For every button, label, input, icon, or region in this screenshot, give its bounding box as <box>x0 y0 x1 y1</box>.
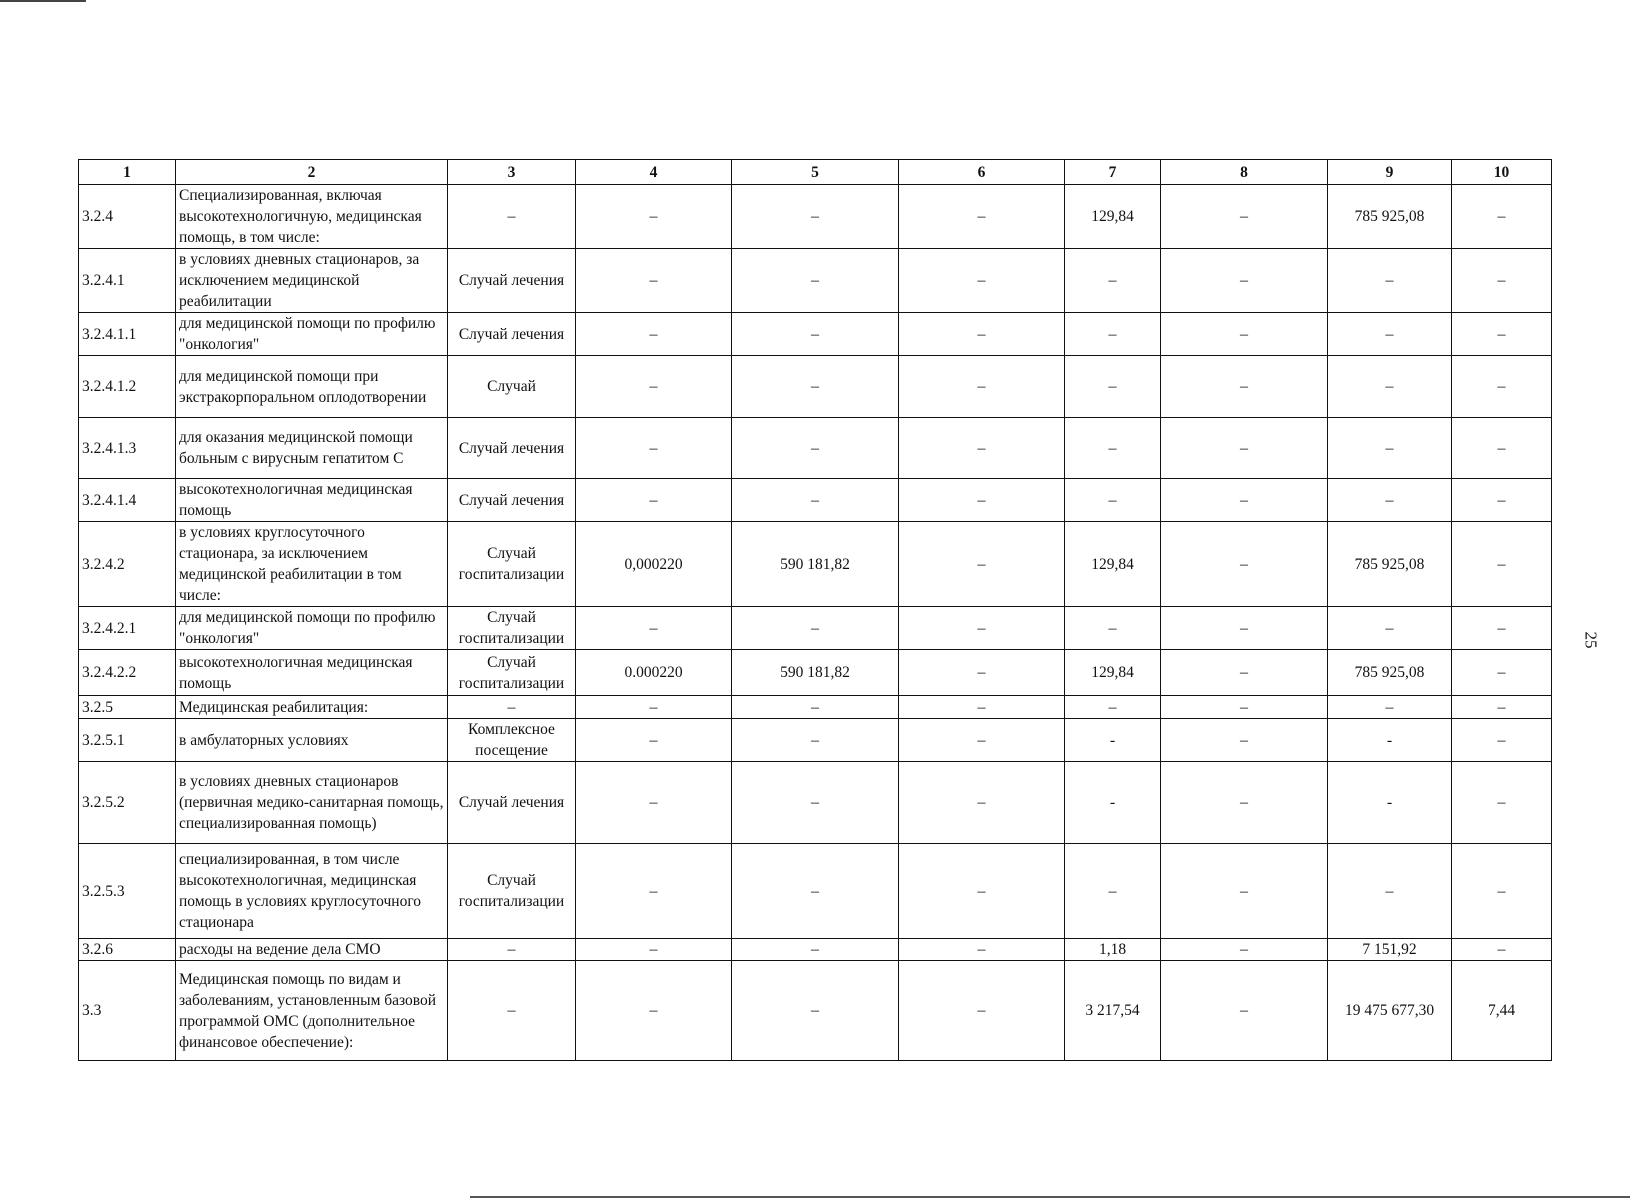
row-unit: Случай лечения <box>448 313 576 356</box>
row-name: для оказания медицинской помощи больным с вирусным гепатитом С <box>176 418 448 479</box>
cell-col8: – <box>1161 650 1328 696</box>
cell-col8: – <box>1161 356 1328 418</box>
cell-col4: – <box>576 961 732 1061</box>
cell-col10: – <box>1452 522 1552 607</box>
row-code: 3.2.4.1.2 <box>79 356 176 418</box>
scan-edge-mark <box>0 0 86 2</box>
cell-col6: – <box>899 844 1065 939</box>
cell-col6: – <box>899 249 1065 313</box>
cell-col4: – <box>576 939 732 961</box>
row-code: 3.2.5.2 <box>79 762 176 844</box>
table-row <box>79 185 1552 249</box>
row-code: 3.2.4.2.2 <box>79 650 176 696</box>
cell-col4: – <box>576 249 732 313</box>
row-name: в условиях дневных стационаров (первичная медико-санитарная помощь, специализированная помощь) <box>176 762 448 844</box>
cell-col6: – <box>899 961 1065 1061</box>
cell-col9: – <box>1328 607 1452 650</box>
cell-col9: – <box>1328 844 1452 939</box>
cell-col8: – <box>1161 418 1328 479</box>
row-unit: Случай госпитализации <box>448 650 576 696</box>
column-header: 5 <box>732 160 899 185</box>
cell-col10: – <box>1452 185 1552 249</box>
cell-col7: 129,84 <box>1065 650 1161 696</box>
cell-col9: 7 151,92 <box>1328 939 1452 961</box>
table-row <box>79 961 1552 1061</box>
cell-col5: – <box>732 961 899 1061</box>
row-unit: – <box>448 696 576 719</box>
cell-col7: – <box>1065 479 1161 522</box>
row-name: в условиях дневных стационаров, за исключением медицинской реабилитации <box>176 249 448 313</box>
cell-col9: 785 925,08 <box>1328 185 1452 249</box>
cell-col4: – <box>576 844 732 939</box>
cell-col6: – <box>899 479 1065 522</box>
cell-col6: – <box>899 185 1065 249</box>
cell-col10: – <box>1452 844 1552 939</box>
row-unit: Случай лечения <box>448 249 576 313</box>
column-header: 1 <box>79 160 176 185</box>
row-code: 3.2.4.1.1 <box>79 313 176 356</box>
table-row <box>79 650 1552 696</box>
cell-col10: – <box>1452 696 1552 719</box>
cell-col7: 129,84 <box>1065 522 1161 607</box>
table-row <box>79 762 1552 844</box>
cell-col6: – <box>899 607 1065 650</box>
cell-col8: – <box>1161 313 1328 356</box>
cell-col9: – <box>1328 479 1452 522</box>
cell-col6: – <box>899 522 1065 607</box>
cell-col4: – <box>576 479 732 522</box>
row-code: 3.2.5.1 <box>79 719 176 762</box>
row-code: 3.2.4.1.3 <box>79 418 176 479</box>
cell-col7: – <box>1065 249 1161 313</box>
cell-col10: – <box>1452 607 1552 650</box>
row-name: в амбулаторных условиях <box>176 719 448 762</box>
cell-col7: – <box>1065 356 1161 418</box>
cell-col8: – <box>1161 961 1328 1061</box>
cell-col8: – <box>1161 479 1328 522</box>
cell-col4: – <box>576 185 732 249</box>
row-unit: Случай лечения <box>448 418 576 479</box>
cell-col4: – <box>576 356 732 418</box>
cell-col10: – <box>1452 762 1552 844</box>
cell-col5: – <box>732 719 899 762</box>
cell-col8: – <box>1161 939 1328 961</box>
row-unit: Случай госпитализации <box>448 522 576 607</box>
row-code: 3.3 <box>79 961 176 1061</box>
row-unit: – <box>448 939 576 961</box>
column-header: 2 <box>176 160 448 185</box>
cell-col9: - <box>1328 762 1452 844</box>
cell-col7: – <box>1065 844 1161 939</box>
cell-col7: 1,18 <box>1065 939 1161 961</box>
column-header: 8 <box>1161 160 1328 185</box>
row-name: Медицинская помощь по видам и заболеваниям, установленным базовой программой ОМС (дополнительное финансовое обеспечение): <box>176 961 448 1061</box>
cell-col9: 785 925,08 <box>1328 522 1452 607</box>
table-row <box>79 522 1552 607</box>
cell-col4: – <box>576 607 732 650</box>
row-code: 3.2.6 <box>79 939 176 961</box>
cell-col5: – <box>732 418 899 479</box>
row-code: 3.2.5 <box>79 696 176 719</box>
cell-col7: - <box>1065 719 1161 762</box>
cell-col5: – <box>732 939 899 961</box>
table-row <box>79 939 1552 961</box>
cell-col8: – <box>1161 762 1328 844</box>
row-unit: Случай лечения <box>448 762 576 844</box>
cell-col9: – <box>1328 696 1452 719</box>
cell-col9: – <box>1328 313 1452 356</box>
cell-col8: – <box>1161 607 1328 650</box>
cell-col8: – <box>1161 719 1328 762</box>
cell-col5: 590 181,82 <box>732 522 899 607</box>
row-unit: Случай <box>448 356 576 418</box>
cell-col6: – <box>899 356 1065 418</box>
cell-col9: – <box>1328 418 1452 479</box>
cell-col4: – <box>576 719 732 762</box>
cell-col5: – <box>732 313 899 356</box>
cell-col9: – <box>1328 356 1452 418</box>
cell-col10: – <box>1452 313 1552 356</box>
cell-col9: 785 925,08 <box>1328 650 1452 696</box>
cell-col8: – <box>1161 844 1328 939</box>
cell-col4: 0.000220 <box>576 650 732 696</box>
row-code: 3.2.4 <box>79 185 176 249</box>
cell-col8: – <box>1161 249 1328 313</box>
cell-col10: – <box>1452 249 1552 313</box>
row-unit: Комплексное посещение <box>448 719 576 762</box>
column-header: 7 <box>1065 160 1161 185</box>
table-row <box>79 696 1552 719</box>
row-unit: Случай госпитализации <box>448 844 576 939</box>
row-name: в условиях круглосуточного стационара, за исключением медицинской реабилитации в том числе: <box>176 522 448 607</box>
cell-col7: 3 217,54 <box>1065 961 1161 1061</box>
table-row <box>79 249 1552 313</box>
cell-col5: – <box>732 696 899 719</box>
row-name: высокотехнологичная медицинская помощь <box>176 479 448 522</box>
table-row <box>79 313 1552 356</box>
table-row <box>79 479 1552 522</box>
header-row <box>79 160 1552 185</box>
cell-col8: – <box>1161 696 1328 719</box>
cell-col9: 19 475 677,30 <box>1328 961 1452 1061</box>
cell-col10: – <box>1452 939 1552 961</box>
cell-col10: – <box>1452 479 1552 522</box>
cell-col5: – <box>732 356 899 418</box>
cell-col9: - <box>1328 719 1452 762</box>
cell-col7: – <box>1065 418 1161 479</box>
cell-col9: – <box>1328 249 1452 313</box>
cell-col4: – <box>576 762 732 844</box>
cell-col7: - <box>1065 762 1161 844</box>
row-unit: Случай госпитализации <box>448 607 576 650</box>
row-name: Специализированная, включая высокотехнологичную, медицинская помощь, в том числе: <box>176 185 448 249</box>
row-code: 3.2.4.2 <box>79 522 176 607</box>
report-table <box>78 159 1552 1061</box>
cell-col5: – <box>732 185 899 249</box>
table-row <box>79 844 1552 939</box>
cell-col5: 590 181,82 <box>732 650 899 696</box>
cell-col4: – <box>576 313 732 356</box>
row-code: 3.2.4.2.1 <box>79 607 176 650</box>
cell-col5: – <box>732 607 899 650</box>
cell-col7: 129,84 <box>1065 185 1161 249</box>
cell-col10: – <box>1452 418 1552 479</box>
cell-col4: – <box>576 418 732 479</box>
cell-col8: – <box>1161 185 1328 249</box>
column-header: 6 <box>899 160 1065 185</box>
row-name: специализированная, в том числе высокотехнологичная, медицинская помощь в условиях круглосуточного стационара <box>176 844 448 939</box>
table-row <box>79 607 1552 650</box>
cell-col6: – <box>899 696 1065 719</box>
cell-col4: 0,000220 <box>576 522 732 607</box>
page-number: 25 <box>1581 631 1601 649</box>
cell-col8: – <box>1161 522 1328 607</box>
column-header: 9 <box>1328 160 1452 185</box>
cell-col6: – <box>899 313 1065 356</box>
row-name: высокотехнологичная медицинская помощь <box>176 650 448 696</box>
table-row <box>79 719 1552 762</box>
row-code: 3.2.4.1 <box>79 249 176 313</box>
column-header: 3 <box>448 160 576 185</box>
row-code: 3.2.5.3 <box>79 844 176 939</box>
column-header: 10 <box>1452 160 1552 185</box>
row-name: для медицинской помощи при экстракорпоральном оплодотворении <box>176 356 448 418</box>
cell-col10: – <box>1452 356 1552 418</box>
row-name: для медицинской помощи по профилю "онкология" <box>176 607 448 650</box>
cell-col6: – <box>899 762 1065 844</box>
row-unit: Случай лечения <box>448 479 576 522</box>
cell-col10: 7,44 <box>1452 961 1552 1061</box>
cell-col7: – <box>1065 696 1161 719</box>
cell-col10: – <box>1452 719 1552 762</box>
scan-edge-mark <box>470 1196 1630 1198</box>
cell-col5: – <box>732 249 899 313</box>
cell-col10: – <box>1452 650 1552 696</box>
column-header: 4 <box>576 160 732 185</box>
row-name: Медицинская реабилитация: <box>176 696 448 719</box>
table-row <box>79 418 1552 479</box>
cell-col5: – <box>732 762 899 844</box>
row-unit: – <box>448 961 576 1061</box>
cell-col7: – <box>1065 313 1161 356</box>
cell-col6: – <box>899 719 1065 762</box>
cell-col6: – <box>899 939 1065 961</box>
cell-col4: – <box>576 696 732 719</box>
row-unit: – <box>448 185 576 249</box>
cell-col6: – <box>899 650 1065 696</box>
row-code: 3.2.4.1.4 <box>79 479 176 522</box>
cell-col6: – <box>899 418 1065 479</box>
row-name: расходы на ведение дела СМО <box>176 939 448 961</box>
row-name: для медицинской помощи по профилю "онкология" <box>176 313 448 356</box>
cell-col5: – <box>732 844 899 939</box>
cell-col5: – <box>732 479 899 522</box>
cell-col7: – <box>1065 607 1161 650</box>
table-row <box>79 356 1552 418</box>
